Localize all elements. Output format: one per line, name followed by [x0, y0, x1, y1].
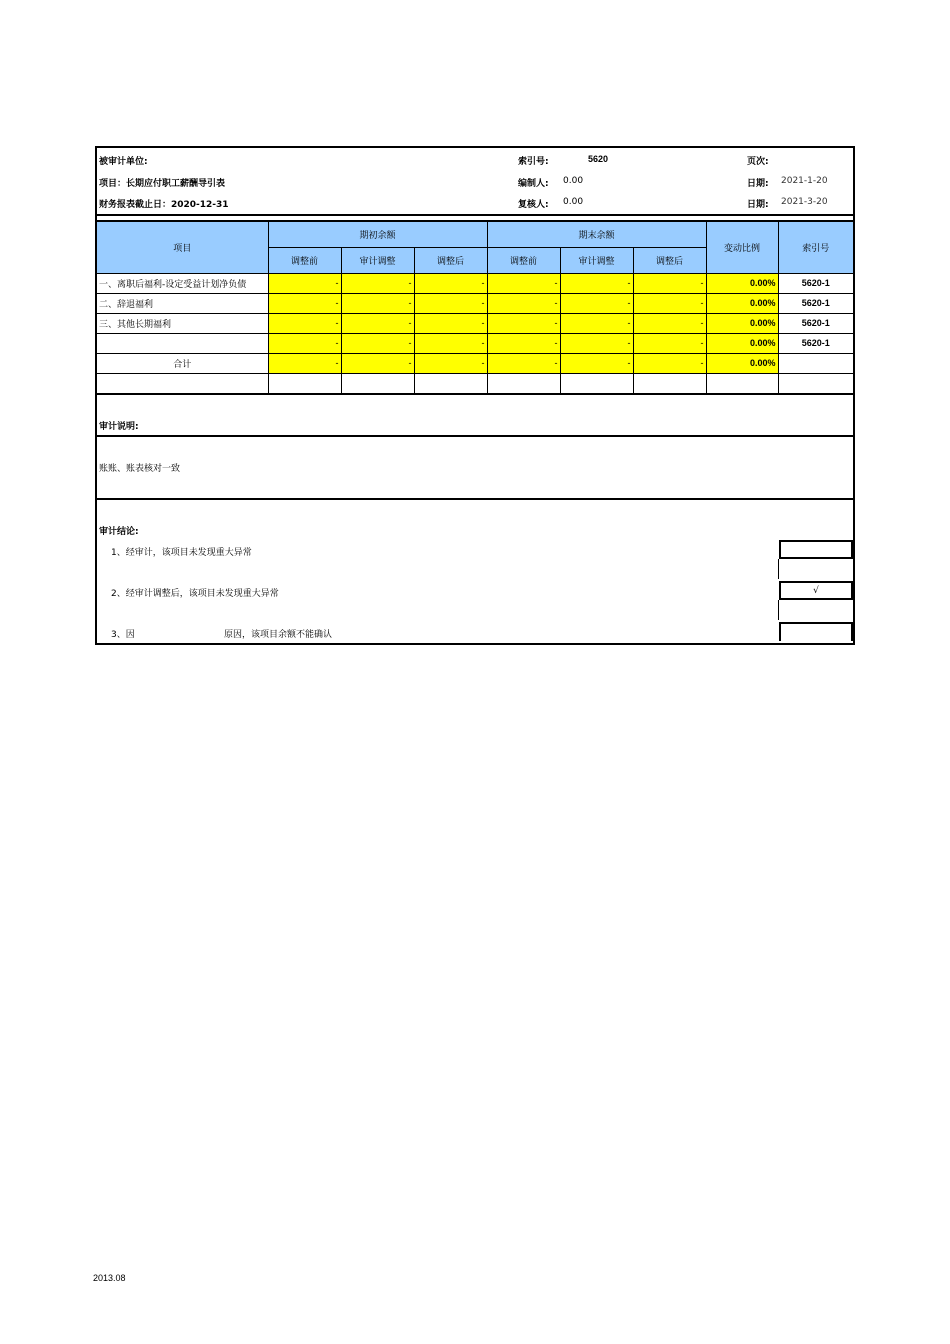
- cell-change-ratio: 0.00%: [706, 313, 778, 333]
- empty-row: [96, 373, 854, 394]
- preparer-label: 编制人:: [518, 179, 549, 189]
- date2-value: 2021-3-20: [781, 197, 828, 207]
- cell-begin-after: -: [414, 293, 487, 313]
- reviewer-value: 0.00: [563, 197, 584, 207]
- cell-index-link[interactable]: 5620-1: [778, 333, 854, 353]
- cell-index-link[interactable]: 5620-1: [778, 313, 854, 333]
- cell-begin-after: -: [414, 333, 487, 353]
- cell-index-link[interactable]: 5620-1: [778, 273, 854, 293]
- row-item: [96, 333, 268, 353]
- row-item: 一、离职后福利-设定受益计划净负债: [96, 273, 268, 293]
- cell-begin-audit: -: [341, 293, 414, 313]
- cell-end-before: -: [487, 353, 560, 373]
- audit-notes-title: 审计说明:: [99, 421, 139, 432]
- table-row: [96, 313, 854, 333]
- cell-begin-before: -: [268, 293, 341, 313]
- cell-end-after: -: [633, 353, 706, 373]
- cell-end-before: -: [487, 333, 560, 353]
- project-title: 项目：长期应付职工薪酬导引表: [99, 179, 226, 189]
- paper-header: [95, 146, 855, 216]
- index-label: 索引号:: [518, 157, 549, 167]
- cell-index-link[interactable]: 5620-1: [778, 293, 854, 313]
- row-item: 三、其他长期福利: [96, 313, 268, 333]
- cell-begin-before: -: [268, 353, 341, 373]
- cell-change-ratio: 0.00%: [706, 333, 778, 353]
- date1-value: 2021-1-20: [781, 176, 828, 186]
- conclusion-item-2: 2、经审计调整后，该项目未发现重大异常: [111, 588, 279, 599]
- cell-end-before: -: [487, 313, 560, 333]
- cell-begin-audit: -: [341, 313, 414, 333]
- group-begin-header: 期初余额: [268, 221, 487, 247]
- audit-notes-box: [95, 435, 855, 498]
- row-item: 二、辞退福利: [96, 293, 268, 313]
- audit-notes-content: 账账、账表核对一致: [99, 463, 181, 474]
- reviewer-label: 复核人:: [518, 200, 549, 210]
- cell-end-before: -: [487, 273, 560, 293]
- template-version: 2013.08: [93, 1273, 126, 1283]
- table-row: [96, 273, 854, 293]
- conclusion-checkbox-1[interactable]: [779, 540, 853, 559]
- total-row: [96, 353, 854, 373]
- audit-notes-title-box: [95, 395, 855, 435]
- cell-begin-audit: -: [341, 333, 414, 353]
- guide-table: [95, 220, 855, 395]
- date1-label: 日期:: [747, 179, 769, 189]
- table-row: [96, 293, 854, 313]
- cell-begin-before: -: [268, 313, 341, 333]
- index-value: 5620: [588, 154, 609, 164]
- cell-end-after: -: [633, 313, 706, 333]
- date2-label: 日期:: [747, 200, 769, 210]
- cell-end-after: -: [633, 273, 706, 293]
- sub-audit-header: 审计调整: [341, 247, 414, 273]
- cell-end-audit: -: [560, 273, 633, 293]
- sub-audit-header: 审计调整: [560, 247, 633, 273]
- cell-begin-after: -: [414, 273, 487, 293]
- cell-end-audit: -: [560, 293, 633, 313]
- table-row: [96, 333, 854, 353]
- cell-change-ratio: 0.00%: [706, 293, 778, 313]
- cell-begin-audit: -: [341, 353, 414, 373]
- sub-before-header: 调整前: [487, 247, 560, 273]
- audit-conclusion-title: 审计结论:: [99, 526, 139, 537]
- audit-conclusion-box: [95, 498, 855, 645]
- cutoff-date: 财务报表截止日：2020-12-31: [99, 200, 229, 210]
- page-label: 页次:: [747, 157, 769, 167]
- cell-change-ratio: 0.00%: [706, 273, 778, 293]
- cell-begin-before: -: [268, 333, 341, 353]
- cell-end-before: -: [487, 293, 560, 313]
- cell-end-audit: -: [560, 353, 633, 373]
- audited-unit-label: 被审计单位:: [99, 157, 148, 167]
- cell-end-after: -: [633, 293, 706, 313]
- col-change-header: 变动比例: [706, 221, 778, 273]
- preparer-value: 0.00: [563, 176, 584, 186]
- cell-change-ratio: 0.00%: [706, 353, 778, 373]
- sub-after-header: 调整后: [414, 247, 487, 273]
- total-label: 合计: [96, 353, 268, 373]
- conclusion-item-3-prefix: 3、因: [111, 629, 135, 640]
- conclusion-item-1: 1、经审计，该项目未发现重大异常: [111, 547, 252, 558]
- cell-begin-before: -: [268, 273, 341, 293]
- cell-begin-after: -: [414, 313, 487, 333]
- cell-end-audit: -: [560, 333, 633, 353]
- col-index-header: 索引号: [778, 221, 854, 273]
- conclusion-checkbox-3[interactable]: [779, 622, 853, 641]
- sub-after-header: 调整后: [633, 247, 706, 273]
- conclusion-checkbox-2[interactable]: √: [779, 581, 853, 600]
- cell-begin-after: -: [414, 353, 487, 373]
- cell-begin-audit: -: [341, 273, 414, 293]
- col-item-header: 项目: [96, 221, 268, 273]
- cell-end-audit: -: [560, 313, 633, 333]
- group-end-header: 期末余额: [487, 221, 706, 247]
- cell-index-link: [778, 353, 854, 373]
- conclusion-item-3-suffix: 原因，该项目余额不能确认: [224, 629, 333, 640]
- working-paper: [95, 146, 855, 645]
- cell-end-after: -: [633, 333, 706, 353]
- sub-before-header: 调整前: [268, 247, 341, 273]
